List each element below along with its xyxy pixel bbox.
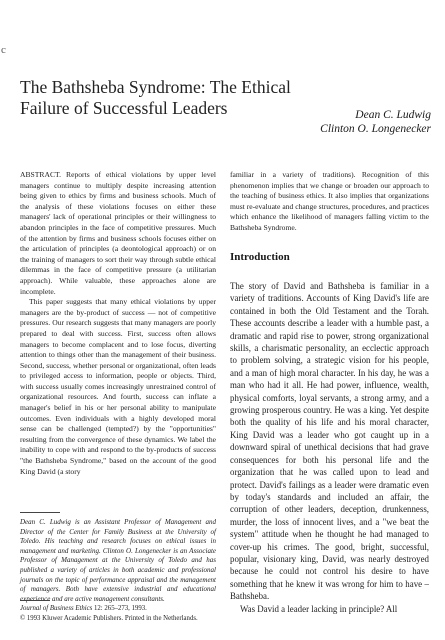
introduction-body [230, 280, 429, 615]
margin-mark: c [1, 44, 6, 56]
abstract [20, 170, 216, 477]
abstract-paragraph: This paper suggests that many ethical violations by upper managers are the by-product of success — not of competitive pressures. Our research suggests that many managers are poorly prepared to deal with success. First, success often allows managers to become complacent and to lose focus, diverting attention to things other than the management of their business. Second, success, whether personal or organizational, often leads to privileged access to information, people or objects. Third, with success usually comes increasingly unrestrained control of organizational resources. And fourth, success can inflate a manager's belief in his or her personal ability to manipulate outcomes. Even individuals with a highly developed moral sense can be challenged (tempted?) by the "opportunities" resulting from the convergence of these dynamics. We label the inability to cope with and respond to the by-products of success "the Bathsheba Syndrome," based on the account of the good King David (a story [20, 297, 216, 476]
journal-name: Journal of Business Ethics [20, 605, 93, 612]
paper-title: The Bathsheba Syndrome: The Ethical Failure of Successful Leaders [20, 77, 291, 118]
journal-citation-block [20, 604, 320, 623]
abstract-paragraph: ABSTRACT. Reports of ethical violations by upper level managers continue to multiply despite increasing attention being given to ethics by firms and business schools. Much of the analysis of these violations focuses on either these managers' lack of operational principles or their willingness to abandon principles in the face of competitive pressures. Much of the attention by firms and business schools focuses either on the articulation of principles (a deontological approach) or on the training of managers to sort their way through subtle ethical dilemmas in the face of competitive pressure (a utilitarian approach). While valuable, these approaches alone are incomplete. [20, 170, 216, 296]
author-block [271, 108, 431, 136]
copyright-line: © 1993 Kluwer Academic Publishers. Printed in the Netherlands. [20, 614, 198, 622]
author-footnote: Dean C. Ludwig is an Assistant Professor of Management and Director of the Center for Family Business at the University of Toledo. His teaching and research focuses on ethical issues in management and marketing. Clinton O. Longenecker is an Associate Professor of Management at the University of Toledo and has published a variety of articles in both academic and professional journals on the topic of performance appraisal and the management of managers. Both have extensive industrial and educational experience and are active management consultants. [20, 518, 216, 603]
author-name: Dean C. Ludwig [355, 109, 431, 121]
footnote-divider [20, 512, 60, 513]
journal-citation-line [20, 604, 320, 614]
abstract-continued [230, 170, 429, 234]
citation-divider [20, 600, 50, 601]
body-paragraph: The story of David and Bathsheba is familiar in a variety of traditions. Accounts of King David's life are contained in both the Old Testament and the Torah. These accounts describe a leader with a humble past, a dramatic and rapid rise to power, strong organizational skills, a charismatic personality, an ecclectic approach to problem solving, a strategic vision for his people, and a man of high moral character. In his day, he was a man who had it all. He had power, influence, wealth, physical comforts, loyal servants, a strong army, and a growing prosperous country. He was a king. Yet despite both the quality of his life and his moral character, King David was a leader who got caught up in a downward spiral of unethical decisions that had grave consequences for both his personal life and the organization that he was called upon to lead and protect. David's failings as a leader were dramatic even by today's standards and included an affair, the corruption of other leaders, deception, drunkenness, murder, the loss of innocent lives, and a "we beat the system" attitude when he thought he had managed to cover-up his crimes. The good, bright, successful, popular, visionary king, David, was nearly destroyed because he could not control his desire to have something that he knew it was wrong for him to have – Bathsheba. [230, 281, 429, 602]
body-paragraph: Was David a leader lacking in principle? All [240, 603, 398, 614]
journal-volume-pages: 12: 265–273, 1993. [92, 605, 147, 612]
author-name: Clinton O. Longenecker [320, 123, 431, 135]
abstract-paragraph: familiar in a variety of traditions). Recognition of this phenomenon implies that we change or broaden our approach to the teaching of business ethics. It also implies that organizations must re-evaluate and change structures, procedures, and practices which enhance the likelihood of managers falling victim to the Bathsheba Syndrome. [230, 170, 429, 232]
section-heading: Introduction [230, 251, 290, 263]
